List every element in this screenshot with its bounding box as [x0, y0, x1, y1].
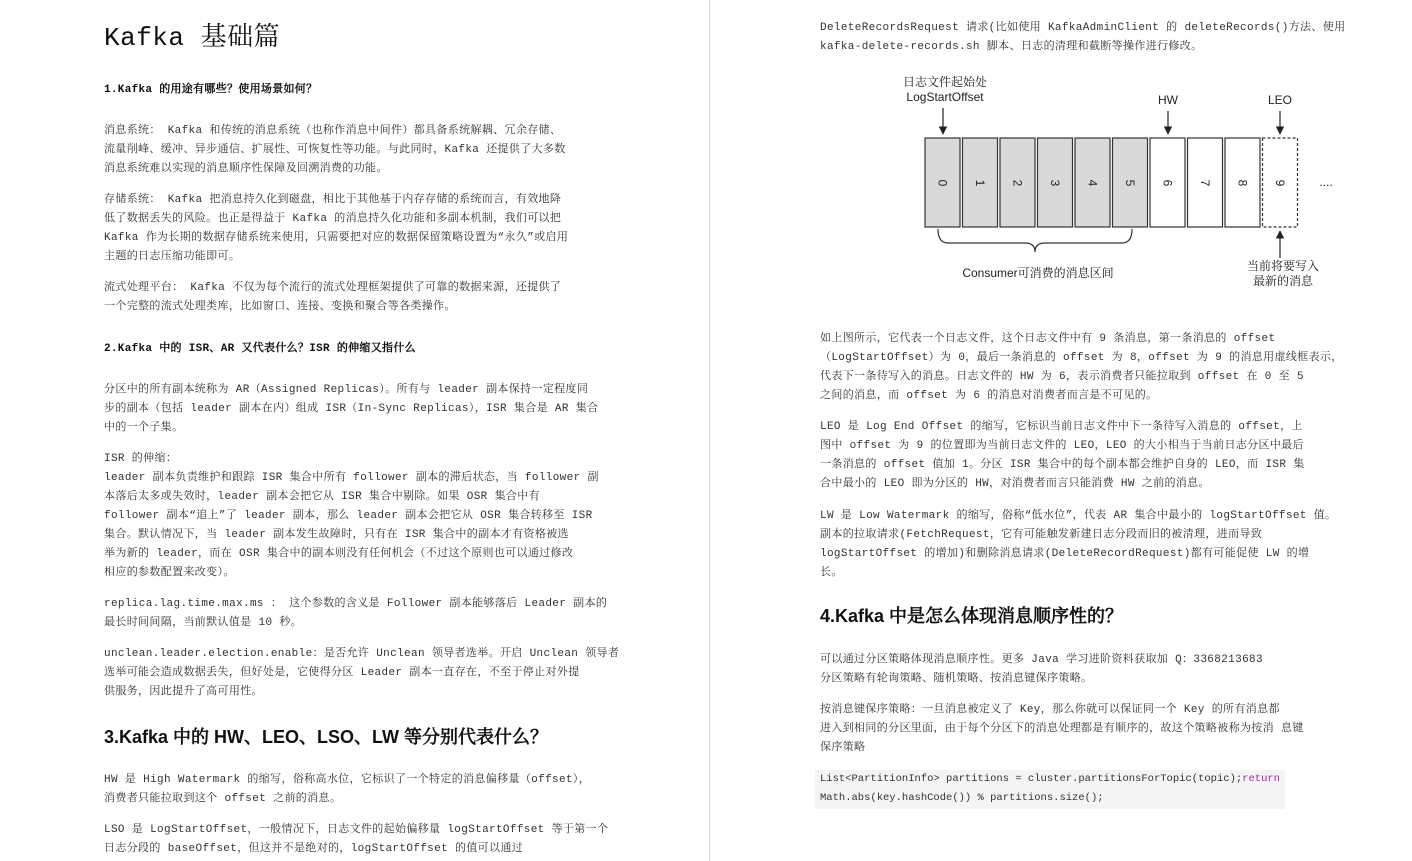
text-line: 最长时间间隔，当前默认值是 10 秒。	[104, 616, 303, 629]
text-line: 流量削峰、缓冲、异步通信、扩展性、可恢复性等功能。与此同时，Kafka 还提供了大多数	[104, 144, 566, 156]
cell-offset-label: 5	[1123, 179, 1137, 187]
text-line: 分区策略有轮询策略、随机策略、按消息键保序策略。	[820, 672, 1093, 685]
cell-offset-label: 0	[935, 179, 950, 187]
text-line: 低了数据丢失的风险。也正是得益于 Kafka 的消息持久化功能和多副本机制，我们可以把	[104, 212, 562, 225]
page-divider	[709, 0, 710, 861]
text-line: leader 副本负责维护和跟踪 ISR 集合中所有 follower 副本的滞后状态，当 follower 副	[104, 471, 599, 484]
next-message-label: 当前将要写入	[1246, 259, 1320, 273]
text-line: unclean.leader.election.enable：是否允许 Unclean 领导者选举。开启 Unclean 领导者	[104, 647, 620, 660]
text-line: 相应的参数配置来改变）。	[104, 566, 235, 579]
text-line: Kafka 作为长期的数据存储系统来使用，只需要把对应的数据保留策略设置为“永久”或启用	[104, 231, 569, 244]
text-line: 存储系统： Kafka 把消息持久化到磁盘，相比于其他基于内存存储的系统而言，有效地降	[104, 193, 562, 206]
text-line: 一个完整的流式处理类库，比如窗口、连接、变换和聚合等各类操作。	[104, 300, 456, 313]
paragraph-hw	[104, 771, 590, 809]
paragraph-ar-isr	[104, 381, 598, 438]
log-offset-diagram	[890, 70, 1345, 295]
text-line: LSO 是 LogStartOffset，一般情况下，日志文件的起始偏移量 logStartOffset 等于第一个	[104, 823, 609, 836]
paragraph-isr-scaling	[104, 450, 599, 583]
text-line: 流式处理平台： Kafka 不仅为每个流行的流式处理框架提供了可靠的数据来源，还提供了	[104, 281, 562, 294]
question-4-heading: 4.Kafka 中是怎么体现消息顺序性的？	[820, 606, 1124, 626]
code-line	[820, 770, 1280, 789]
text-line: logStartOffset 的增加)和删除消息请求(DeleteRecordRequest)都有可能促使 LW 的增	[820, 547, 1310, 560]
code-text: List<PartitionInfo> partitions = cluster.partitionsForTopic(topic);	[820, 772, 1243, 785]
text-line: 本落后太多或失效时，leader 副本会把它从 ISR 集合中剔除。如果 OSR 集合中有	[104, 490, 540, 503]
question-2-heading: 2.Kafka 中的 ISR、AR 又代表什么？ISR 的伸缩又指什么	[104, 343, 416, 355]
ellipsis-label: ....	[1319, 175, 1333, 189]
consumer-range-brace	[938, 229, 1132, 252]
text-line: 合中最小的 LEO 即为分区的 HW，对消费者而言只能消费 HW 之前的消息。	[820, 477, 1210, 490]
text-line: LEO 是 Log End Offset 的缩写，它标识当前日志文件中下一条待写入消息的 offset，上	[820, 420, 1303, 433]
question-3-heading: 3.Kafka 中的 HW、LEO、LSO、LW 等分别代表什么？	[104, 727, 549, 747]
cell-offset-label: 7	[1198, 179, 1212, 187]
cell-offset-label: 9	[1273, 179, 1287, 187]
text-line: 代表下一条待写入的消息。日志文件的 HW 为 6，表示消费者只能拉取到 offset 在 0 至 5	[820, 370, 1304, 383]
question-1-heading: 1.Kafka 的用途有哪些？使用场景如何？	[104, 84, 318, 96]
paragraph-key-ordering	[820, 701, 1304, 758]
code-block	[820, 770, 1280, 808]
text-line: 日志分段的 baseOffset，但这并不是绝对的，logStartOffset 的值可以通过	[104, 842, 524, 855]
paragraph-replica-lag	[104, 595, 607, 633]
text-line: 长。	[820, 566, 843, 579]
cell-offset-label: 8	[1235, 179, 1250, 187]
paragraph-message-system	[104, 122, 566, 179]
cell-offset-label: 4	[1085, 179, 1100, 187]
text-line: kafka-delete-records.sh 脚本、日志的清理和截断等操作进行修改。	[820, 40, 1203, 53]
text-line: ISR 的伸缩：	[104, 452, 178, 465]
text-line: 举为新的 leader，而在 OSR 集合中的副本则没有任何机会（不过这个原则也可以通过修改	[104, 547, 574, 560]
next-message-label: 最新的消息	[1252, 274, 1314, 288]
text-line: 按消息键保序策略：一旦消息被定义了 Key，那么你就可以保证同一个 Key 的所有消息都	[820, 703, 1280, 716]
text-line: 步的副本（包括 leader 副本在内）组成 ISR（In-Sync Replicas），ISR 集合是 AR 集合	[104, 402, 599, 415]
text-line: replica.lag.time.max.ms ： 这个参数的含义是 Follower 副本能够落后 Leader 副本的	[104, 597, 608, 610]
cell-offset-label: 2	[1010, 179, 1025, 187]
text-line: HW 是 High Watermark 的缩写，俗称高水位，它标识了一个特定的消息偏移量（offset），	[104, 773, 591, 786]
text-line: 分区中的所有副本统称为 AR（Assigned Replicas）。所有与 leader 副本保持一定程度同	[104, 383, 589, 396]
text-line: 可以通过分区策略体现消息顺序性。更多 Java 学习进阶资料获取加 Q：3368213683	[820, 653, 1263, 666]
text-line: 保序策略	[820, 741, 866, 754]
paragraph-partition-strategy	[820, 651, 1263, 689]
paragraph-storage-system	[104, 191, 568, 267]
paragraph-lw	[820, 507, 1336, 583]
text-line: 进入到相同的分区里面，由于每个分区下的消息处理都是有顺序的，故这个策略被称为按消 息键	[820, 722, 1304, 735]
leo-label: LEO	[1267, 93, 1293, 107]
paragraph-leo	[820, 418, 1305, 494]
log-start-offset-label: LogStartOffset	[906, 90, 984, 104]
paragraph-stream-platform	[104, 279, 561, 317]
text-line: DeleteRecordsRequest 请求(比如使用 KafkaAdminClient 的 deleteRecords()方法、使用	[820, 21, 1346, 34]
cell-offset-label: 3	[1048, 179, 1062, 187]
text-line: 消费者只能拉取到这个 offset 之前的消息。	[104, 792, 342, 805]
text-line: follower 副本“追上”了 leader 副本，那么 leader 副本会把它从 OSR 集合转移至 ISR	[104, 509, 593, 522]
log-start-label: 日志文件起始处	[902, 75, 988, 89]
text-line: 主题的日志压缩功能即可。	[104, 250, 241, 263]
cell-offset-label: 6	[1160, 179, 1175, 187]
text-line: 中的一个子集。	[104, 421, 184, 434]
text-line: （LogStartOffset）为 0，最后一条消息的 offset 为 8，offset 为 9 的消息用虚线框表示，	[820, 351, 1343, 364]
paragraph-unclean-election	[104, 645, 619, 702]
text-line: LW 是 Low Watermark 的缩写，俗称“低水位”，代表 AR 集合中最小的 logStartOffset 值。	[820, 509, 1337, 522]
text-line: 消息系统： Kafka 和传统的消息系统（也称作消息中间件）都具备系统解耦、冗余存储、	[104, 125, 562, 137]
text-line: 图中 offset 为 9 的位置即为当前日志文件的 LEO，LEO 的大小相当于当前日志分区中最后	[820, 439, 1304, 452]
text-line: 一条消息的 offset 值加 1。分区 ISR 集合中的每个副本都会维护自身的 LEO，而 ISR 集	[820, 458, 1305, 471]
text-line: 选举可能会造成数据丢失，但好处是，它使得分区 Leader 副本一直存在，不至于停止对外提	[104, 666, 580, 679]
paragraph-delete-records	[820, 19, 1345, 57]
code-line: Math.abs(key.hashCode()) % partitions.size();	[820, 791, 1104, 804]
text-line: 之间的消息，而 offset 为 6 的消息对消费者而言是不可见的。	[820, 389, 1158, 402]
right-page	[712, 0, 1412, 861]
text-line: 集合。默认情况下，当 leader 副本发生故障时，只有在 ISR 集合中的副本才有资格被选	[104, 528, 569, 541]
code-keyword: return	[1242, 772, 1280, 785]
cell-offset-label: 1	[973, 179, 987, 187]
consumer-range-label: Consumer可消费的消息区间	[962, 266, 1114, 280]
text-line: 如上图所示，它代表一个日志文件，这个日志文件中有 9 条消息，第一条消息的 offset	[820, 332, 1276, 345]
paragraph-lso	[104, 821, 608, 859]
hw-label: HW	[1158, 93, 1178, 107]
paragraph-diagram-explain	[820, 330, 1343, 406]
page-title: Kafka 基础篇	[104, 23, 281, 53]
text-line: 供服务，因此提升了高可用性。	[104, 685, 263, 698]
text-line: 消息系统难以实现的消息顺序性保障及回溯消费的功能。	[104, 163, 388, 175]
text-line: 副本的拉取请求(FetchRequest，它有可能触发新建日志分段而旧的被清理，进而导致	[820, 528, 1263, 541]
